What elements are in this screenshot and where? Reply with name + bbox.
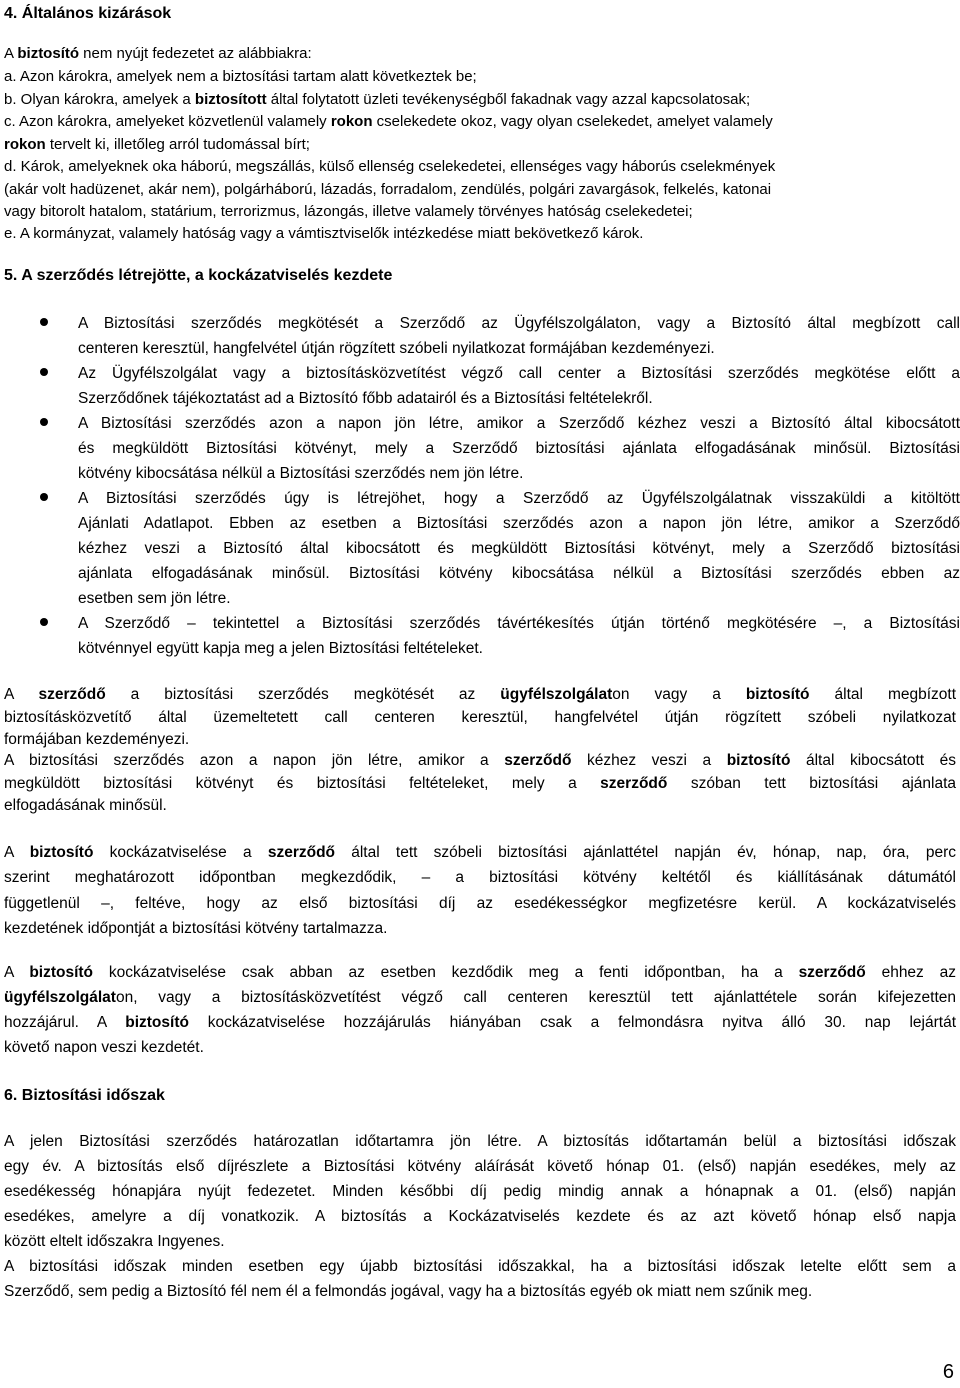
bullet-dot: [40, 318, 48, 326]
bullet-dot: [40, 618, 48, 626]
paragraph: A jelen Biztosítási szerződés határozatlan időtartamra jön létre. A biztosítás időtartamán belül a biztosítási időszak egy év. A biztosítás első díjrészlete a Biztosítási kötvény aláírását követő hónap 01. (első) napján esedékes, mely az esedékesség hónapjára nyújt fedezetet. Minden későbbi díj pedig mindig annak a hónapnak a 01. (első) napján esedékes, amelyre a díj vonatkozik. A biztosítás a Kockázatviselés kezdete és az azt követő hónap első napja között eltelt időszakra Ingyenes.: [4, 1133, 956, 1250]
exclusion-a: a. Azon károkra, amelyek nem a biztosítási tartam alatt következtek be;: [4, 68, 477, 85]
section-4-intro: A biztosító nem nyújt fedezetet az alábbiakra:: [4, 45, 312, 62]
page-number: 6: [942, 1361, 954, 1383]
exclusion-c-cont: rokon tervelt ki, illetőleg arról tudomással bírt;: [4, 136, 310, 153]
bullet-item: A Biztosítási szerződés úgy is létrejöhet, hogy a Szerződő az Ügyfélszolgálatnak visszaküldi a kitöltött Ajánlati Adatlapot. Ebben az esetben a Biztosítási szerződés azon a napon jön létre, amikor a Szerződő kézhez veszi a Biztosító által kibocsátott és megküldött Biztosítási kötvényt, mely a Szerződő biztosítási ajánlata elfogadásának minősül. Biztosítási kötvény kibocsátása nélkül a Biztosítási szerződés ebben az esetben sem jön létre.: [78, 490, 960, 607]
paragraph: A biztosító kockázatviselése csak abban az esetben kezdődik meg a fenti időpontban, ha a szerződő ehhez az ügyfélszolgálaton, vagy a biztosításközvetítést végző call centeren keresztül tett ajánlattétele során kifejezetten hozzájárul. A biztosító kockázatviselése hozzájárulás hiányában csak a felmondásra nyitva álló 30. nap lejártát követő napon veszi kezdetét.: [4, 964, 957, 1056]
exclusion-d: d. Károk, amelyeknek oka háború, megszállás, külső ellenség cselekedetei, ellenséges vagy háborús cselekmények: [4, 158, 776, 175]
paragraph: A biztosítási időszak minden esetben egy újabb biztosítási időszakkal, ha a biztosítási időszak letelte előtt sem a Szerződő, sem pedig a Biztosító fél nem él a felmondás jogával, vagy ha a biztosítás egyéb ok miatt nem szűnik meg.: [4, 1258, 956, 1300]
paragraph: A biztosító kockázatviselése a szerződő által tett szóbeli biztosítási ajánlattétel napján év, hónap, nap, óra, perc szerint meghatározott időpontban megkezdődik, – a biztosítási kötvény keltétől és kiállításának dátumától függetlenül –, feltéve, hogy az első biztosítási díj az esedékességkor megfizetésre kerül. A kockázatviselés kezdetének időpontját a biztosítási kötvény tartalmazza.: [4, 844, 956, 937]
bullet-item: Az Ügyfélszolgálat vagy a biztosításközvetítést végző call center a Biztosítási szerződés megkötése előtt a Szerződőnek tájékoztatást ad a Biztosító főbb adatairól és a Biztosítási feltételekről.: [78, 365, 960, 407]
exclusion-c: c. Azon károkra, amelyeket közvetlenül valamely rokon cselekedete okoz, vagy olyan cselekedet, amelyet valamely: [4, 113, 773, 130]
paragraph: A biztosítási szerződés azon a napon jön létre, amikor a szerződő kézhez veszi a biztosító által kibocsátott és megküldött biztosítási kötvényt és biztosítási feltételeket, mely a szerződő szóban tett biztosítási ajánlata elfogadásának minősül.: [4, 752, 956, 814]
paragraph: A szerződő a biztosítási szerződés megkötését az ügyfélszolgálaton vagy a biztosító által megbízott biztosításközvetítő által üzemeltetett call centeren keresztül, hangfelvétel útján rögzített szóbeli nyilatkozat formájában kezdeményezi.: [4, 686, 956, 748]
exclusion-e: e. A kormányzat, valamely hatóság vagy a vámtisztviselők intézkedése miatt bekövetkező károk.: [4, 225, 644, 242]
section-5-title: 5. A szerződés létrejötte, a kockázatviselés kezdete: [4, 267, 393, 284]
exclusion-b: b. Olyan károkra, amelyek a biztosított által folytatott üzleti tevékenységből fakadnak vagy azzal kapcsolatosak;: [4, 91, 751, 108]
bullet-item: A Szerződő – tekintettel a Biztosítási szerződés távértékesítés útján történő megkötésére –, a Biztosítási kötvénnyel együtt kapja meg a jelen Biztosítási feltételeket.: [78, 615, 960, 657]
exclusion-d-cont: (akár volt hadüzenet, akár nem), polgárháború, lázadás, forradalom, zendülés, polgári zavargások, felkelés, katonai: [4, 181, 772, 198]
bullet-dot: [40, 493, 48, 501]
bullet-dot: [40, 418, 48, 426]
section-4-title: 4. Általános kizárások: [4, 5, 172, 22]
section-6-title: 6. Biztosítási időszak: [4, 1087, 165, 1104]
exclusion-d-cont2: vagy bitorolt hatalom, statárium, terrorizmus, lázongás, illetve valamely törvényes hatóság cselekedetei;: [4, 203, 693, 220]
bullet-item: A Biztosítási szerződés megkötését a Szerződő az Ügyfélszolgálaton, vagy a Biztosító által megbízott call centeren keresztül, hangfelvétel útján rögzített szóbeli nyilatkozat formájában kezdeményezi.: [78, 315, 960, 357]
bullet-dot: [40, 368, 48, 376]
bullet-item: A Biztosítási szerződés azon a napon jön létre, amikor a Szerződő kézhez veszi a Biztosító által kibocsátott és megküldött Biztosítási kötvényt, mely a Szerződő biztosítási ajánlata elfogadásának minősül. Biztosítási kötvény kibocsátása nélkül a Biztosítási szerződés nem jön létre.: [78, 415, 960, 482]
